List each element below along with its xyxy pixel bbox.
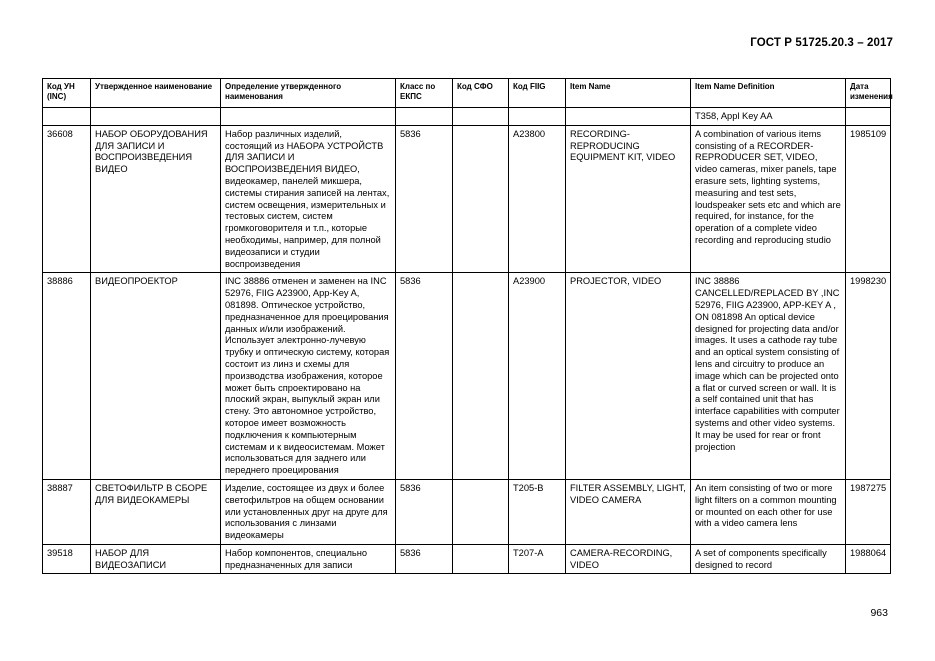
col-header-sfo-code: Код СФО <box>453 79 509 108</box>
col-header-item-name: Item Name <box>566 79 691 108</box>
cell-approved-name: НАБОР ОБОРУДОВАНИЯ ДЛЯ ЗАПИСИ И ВОСПРОИЗВЕДЕНИЯ ВИДЕО <box>91 125 221 273</box>
cell-sfo <box>453 125 509 273</box>
cell-item-def: A set of components specifically designed to record <box>691 544 846 574</box>
cell-sfo <box>453 479 509 544</box>
cell-definition: Набор различных изделий, состоящий из НАБОРА УСТРОЙСТВ ДЛЯ ЗАПИСИ И ВОСПРОИЗВЕДЕНИЯ ВИДЕО, видеокамер, панелей микшера, системы стирания записей на лентах, систем освещения, измерительных и тестовых систем, систем громкоговорителя и т.п., которые необходимы, например, для полной видеозаписи и студии воспроизведения <box>221 125 396 273</box>
cell-item-name: CAMERA-RECORDING, VIDEO <box>566 544 691 574</box>
table-row <box>43 479 891 544</box>
cell-fiig: A23800 <box>509 125 566 273</box>
cell-sfo <box>453 544 509 574</box>
cell-item-def: A combination of various items consisting of a RECORDER-REPRODUCER SET, VIDEO, video cameras, mixer panels, tape erasure sets, lighting systems, measuring and test sets, loudspeaker sets etc and which are required, for instance, for the operation of a complete video recording and reproducing studio <box>691 125 846 273</box>
cell-approved-name: НАБОР ДЛЯ ВИДЕОЗАПИСИ <box>91 544 221 574</box>
cell-fiig: T207-A <box>509 544 566 574</box>
cell-definition: INC 38886 отменен и заменен на INC 52976, FIIG A23900, App-Key A, 081898. Оптическое устройство, предназначенное для проецирования данных и/или изображений. Использует электронно-лучевую трубку и оптическую систему, которая состоит из линз и схемы для производства изображения, которое может быть спроектировано на плоский экран, выпуклый экран или стену. Это автономное устройство, которое имеет возможность подключения к компьютерным системам и к видеосистемам. Может использоваться для заднего или переднего проецирования <box>221 273 396 480</box>
col-header-change-date: Дата изменения <box>846 79 891 108</box>
document-code: ГОСТ Р 51725.20.3 – 2017 <box>750 37 893 49</box>
cell-sfo <box>453 273 509 480</box>
cell-date: 1988064 <box>846 544 891 574</box>
cell-item-name: FILTER ASSEMBLY, LIGHT, VIDEO CAMERA <box>566 479 691 544</box>
col-header-definition: Определение утвержденного наименования <box>221 79 396 108</box>
col-header-item-name-definition: Item Name Definition <box>691 79 846 108</box>
cell-ekps: 5836 <box>396 273 453 480</box>
cell-item-def: An item consisting of two or more light filters on a common mounting or mounted on each other for use with a video camera lens <box>691 479 846 544</box>
cell-inc: 38887 <box>43 479 91 544</box>
cell-item-name: RECORDING-REPRODUCING EQUIPMENT KIT, VIDEO <box>566 125 691 273</box>
cell-fiig: T205-B <box>509 479 566 544</box>
cell-definition: Изделие, состоящее из двух и более светофильтров на общем основании или установленных друг на друге для использования с линзами видеокамеры <box>221 479 396 544</box>
cell-item-def: INC 38886 CANCELLED/REPLACED BY ,INC 52976, FIIG A23900, APP-KEY A , ON 081898 An optical device designed for projecting data and/or images. It uses a cathode ray tube and an optical system consisting of lens and circuitry to produce an image which can be projected onto a flat or curved screen or wall. It is a self contained unit that has interface capabilities with computer systems and other video systems. It may be used for rear or front projection <box>691 273 846 480</box>
cell-item-name: PROJECTOR, VIDEO <box>566 273 691 480</box>
cell-ekps: 5836 <box>396 479 453 544</box>
cell-definition: Набор компонентов, специально предназначенных для записи <box>221 544 396 574</box>
cell-item-def: T358, Appl Key AA <box>691 108 846 126</box>
cell-inc: 36608 <box>43 125 91 273</box>
col-header-approved-name: Утвержденное наименование <box>91 79 221 108</box>
page-number: 963 <box>870 607 888 619</box>
cell-date: 1998230 <box>846 273 891 480</box>
cell-ekps: 5836 <box>396 125 453 273</box>
table-row-continuation <box>43 108 891 126</box>
cell-approved-name: СВЕТОФИЛЬТР В СБОРЕ ДЛЯ ВИДЕОКАМЕРЫ <box>91 479 221 544</box>
cell-approved-name: ВИДЕОПРОЕКТОР <box>91 273 221 480</box>
table-row <box>43 273 891 480</box>
cell-fiig: A23900 <box>509 273 566 480</box>
cell-date: 1987275 <box>846 479 891 544</box>
table-row <box>43 125 891 273</box>
cell-ekps: 5836 <box>396 544 453 574</box>
col-header-inc: Код УН (INC) <box>43 79 91 108</box>
table-row <box>43 544 891 574</box>
table-header-row <box>43 79 891 108</box>
cell-inc: 39518 <box>43 544 91 574</box>
classification-table <box>42 78 891 574</box>
col-header-ekps-class: Класс по ЕКПС <box>396 79 453 108</box>
cell-inc: 38886 <box>43 273 91 480</box>
col-header-fiig-code: Код FIIG <box>509 79 566 108</box>
cell-date: 1985109 <box>846 125 891 273</box>
